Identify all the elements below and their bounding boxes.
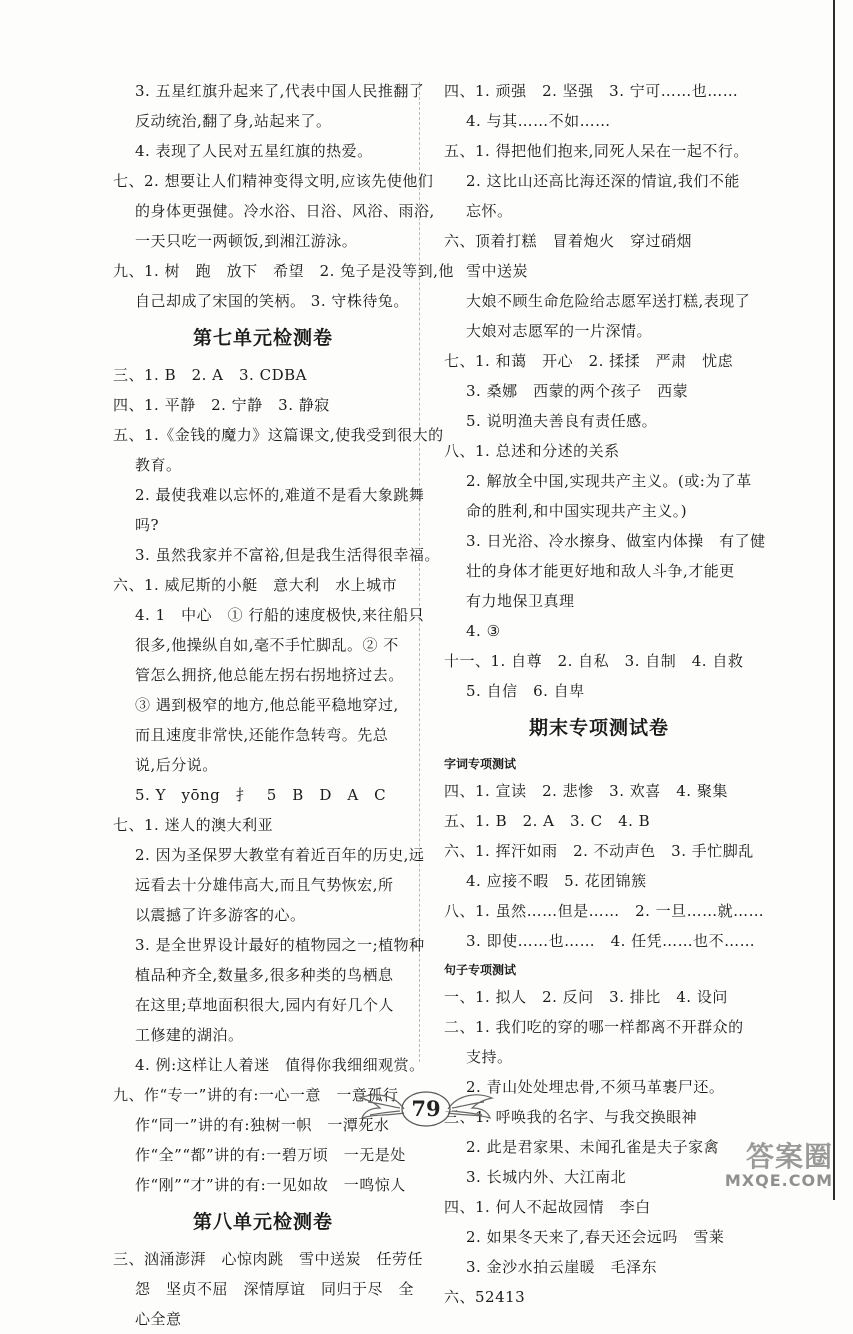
answer-line: 4. 1 中心 ① 行船的速度极快,来往船只 bbox=[135, 606, 425, 624]
answer-line: 七、1. 和蔼 开心 2. 揉揉 严肃 忧虑 bbox=[444, 352, 734, 370]
subsection-title: 句子专项测试 bbox=[444, 963, 517, 977]
answer-line: 八、1. 总述和分述的关系 bbox=[444, 442, 620, 460]
section-title: 期末专项测试卷 bbox=[528, 717, 669, 739]
answer-line: 说,后分说。 bbox=[135, 756, 218, 774]
subsection-title: 字词专项测试 bbox=[444, 757, 517, 771]
answer-line: 2. 最使我难以忘怀的,难道不是看大象跳舞 bbox=[135, 486, 425, 504]
answer-line: 2. 如果冬天来了,春天还会远吗 雪莱 bbox=[466, 1228, 725, 1246]
answer-line: 雪中送炭 bbox=[466, 262, 529, 280]
answer-line: 六、1. 威尼斯的小艇 意大利 水上城市 bbox=[113, 576, 398, 594]
answer-line: ③ 遇到极窄的地方,他总能平稳地穿过, bbox=[135, 696, 399, 714]
answer-line: 忘怀。 bbox=[466, 202, 513, 220]
answer-line: 九、作“专一”讲的有:一心一意 一意孤行 bbox=[113, 1086, 399, 1104]
answer-line: 3. 是全世界设计最好的植物园之一;植物种 bbox=[135, 936, 425, 954]
answer-line: 一、1. 拟人 2. 反问 3. 排比 4. 设问 bbox=[444, 988, 728, 1006]
answer-line: 在这里;草地面积很大,园内有好几个人 bbox=[135, 996, 394, 1014]
page-number-badge bbox=[356, 1086, 496, 1132]
section-title: 第七单元检测卷 bbox=[192, 327, 333, 349]
page-edge bbox=[833, 0, 835, 1200]
answer-line: 3. 金沙水拍云崖暖 毛泽东 bbox=[466, 1258, 658, 1276]
answer-line: 2. 这比山还高比海还深的情谊,我们不能 bbox=[466, 172, 740, 190]
answer-line: 心全意 bbox=[135, 1310, 182, 1328]
answer-line: 管怎么拥挤,他总能左拐右拐地挤过去。 bbox=[135, 666, 404, 684]
answer-line: 八、1. 虽然……但是…… 2. 一旦……就…… bbox=[444, 902, 765, 920]
answer-line: 植品种齐全,数量多,很多种类的鸟栖息 bbox=[135, 966, 394, 984]
answer-line: 4. 例:这样让人着迷 值得你我细细观赏。 bbox=[135, 1056, 425, 1074]
answer-line: 4. ③ bbox=[466, 622, 501, 640]
column-divider bbox=[419, 82, 420, 1062]
answer-line: 反动统治,翻了身,站起来了。 bbox=[135, 112, 332, 130]
answer-line: 2. 因为圣保罗大教堂有着近百年的历史,远 bbox=[135, 846, 425, 864]
answer-line: 六、1. 挥汗如雨 2. 不动声色 3. 手忙脚乱 bbox=[444, 842, 754, 860]
answer-line: 很多,他操纵自如,毫不手忙脚乱。② 不 bbox=[135, 636, 399, 654]
answer-line: 自己却成了宋国的笑柄。 3. 守株待兔。 bbox=[135, 292, 409, 310]
answer-line: 教育。 bbox=[135, 456, 182, 474]
answer-line: 3. 日光浴、冷水擦身、做室内体操 有了健 bbox=[466, 532, 766, 550]
answer-line: 5. 自信 6. 自卑 bbox=[466, 682, 585, 700]
answer-line: 四、1. 宣读 2. 悲惨 3. 欢喜 4. 聚集 bbox=[444, 782, 728, 800]
section-title: 第八单元检测卷 bbox=[192, 1211, 333, 1233]
answer-line: 4. 应接不暇 5. 花团锦簇 bbox=[466, 872, 647, 890]
watermark-url: MXQE.COM bbox=[724, 1171, 833, 1190]
answer-line: 4. 与其……不如…… bbox=[466, 112, 611, 130]
answer-line: 支持。 bbox=[466, 1048, 513, 1066]
answer-line: 5. 说明渔夫善良有责任感。 bbox=[466, 412, 658, 430]
answer-line: 而且速度非常快,还能作急转弯。先总 bbox=[135, 726, 389, 744]
answer-line: 五、1.《金钱的魔力》这篇课文,使我受到很大的 bbox=[113, 426, 444, 444]
answer-line: 四、1. 平静 2. 宁静 3. 静寂 bbox=[113, 396, 330, 414]
answer-line: 二、1. 我们吃的穿的哪一样都离不开群众的 bbox=[444, 1018, 744, 1036]
answer-line: 七、2. 想要让人们精神变得文明,应该先使他们 bbox=[113, 172, 434, 190]
answer-line: 吗? bbox=[135, 516, 160, 534]
answer-line: 五、1. 得把他们抱来,同死人呆在一起不行。 bbox=[444, 142, 749, 160]
answer-line: 六、顶着打糕 冒着炮火 穿过硝烟 bbox=[444, 232, 693, 250]
answer-line: 壮的身体才能更好地和敌人斗争,才能更 bbox=[466, 562, 735, 580]
site-watermark bbox=[725, 1142, 833, 1190]
watermark-logo: 答案圈 bbox=[745, 1140, 833, 1173]
answer-line: 3. 五星红旗升起来了,代表中国人民推翻了 bbox=[135, 82, 425, 100]
answer-line: 六、52413 bbox=[444, 1288, 526, 1306]
answer-line: 作“同一”讲的有:独树一帜 一潭死水 bbox=[135, 1116, 390, 1134]
answer-line: 3. 即使……也…… 4. 任凭……也不…… bbox=[466, 932, 756, 950]
answer-line: 九、1. 树 跑 放下 希望 2. 兔子是没等到,他 bbox=[113, 262, 454, 280]
answer-line: 怨 坚贞不屈 深情厚谊 同归于尽 全 bbox=[135, 1280, 415, 1298]
answer-line: 有力地保卫真理 bbox=[466, 592, 575, 610]
answer-line: 大娘不顾生命危险给志愿军送打糕,表现了 bbox=[466, 292, 751, 310]
page-number: 79 bbox=[411, 1096, 441, 1121]
answer-line: 命的胜利,和中国实现共产主义。) bbox=[466, 502, 688, 520]
answer-line: 远看去十分雄伟高大,而且气势恢宏,所 bbox=[135, 876, 394, 894]
answer-line: 三、汹涌澎湃 心惊肉跳 雪中送炭 任劳任 bbox=[113, 1250, 424, 1268]
answer-line: 3. 长城内外、大江南北 bbox=[466, 1168, 627, 1186]
answer-line: 2. 青山处处埋忠骨,不须马革裹尸还。 bbox=[466, 1078, 725, 1096]
answer-line: 3. 虽然我家并不富裕,但是我生活得很幸福。 bbox=[135, 546, 440, 564]
answer-line: 2. 解放全中国,实现共产主义。(或:为了革 bbox=[466, 472, 752, 490]
answer-line: 四、1. 顽强 2. 坚强 3. 宁可……也…… bbox=[444, 82, 739, 100]
answer-line: 2. 此是君家果、未闻孔雀是夫子家禽 bbox=[466, 1138, 720, 1156]
answer-line: 五、1. B 2. A 3. C 4. B bbox=[444, 812, 651, 830]
answer-line: 七、1. 迷人的澳大利亚 bbox=[113, 816, 274, 834]
answer-line: 十一、1. 自尊 2. 自私 3. 自制 4. 自救 bbox=[444, 652, 744, 670]
answer-line: 5. Y yōng 扌 5 B D A C bbox=[135, 786, 387, 804]
answer-line: 4. 表现了人民对五星红旗的热爱。 bbox=[135, 142, 373, 160]
answer-line: 的身体更强健。冷水浴、日浴、风浴、雨浴, bbox=[135, 202, 435, 220]
answer-line: 3. 桑娜 西蒙的两个孩子 西蒙 bbox=[466, 382, 689, 400]
answer-line: 大娘对志愿军的一片深情。 bbox=[466, 322, 653, 340]
answer-line: 三、1. B 2. A 3. CDBA bbox=[113, 366, 307, 384]
answer-line: 作“全”“都”讲的有:一碧万顷 一无是处 bbox=[135, 1146, 406, 1164]
answer-line: 以震撼了许多游客的心。 bbox=[135, 906, 306, 924]
answer-line: 作“刚”“才”讲的有:一见如故 一鸣惊人 bbox=[135, 1176, 406, 1194]
answer-line: 四、1. 何人不起故园情 李白 bbox=[444, 1198, 651, 1216]
answer-line: 三、1. 呼唤我的名字、与我交换眼神 bbox=[444, 1108, 698, 1126]
answer-line: 工修建的湖泊。 bbox=[135, 1026, 244, 1044]
answer-line: 一天只吃一两顿饭,到湘江游泳。 bbox=[135, 232, 358, 250]
